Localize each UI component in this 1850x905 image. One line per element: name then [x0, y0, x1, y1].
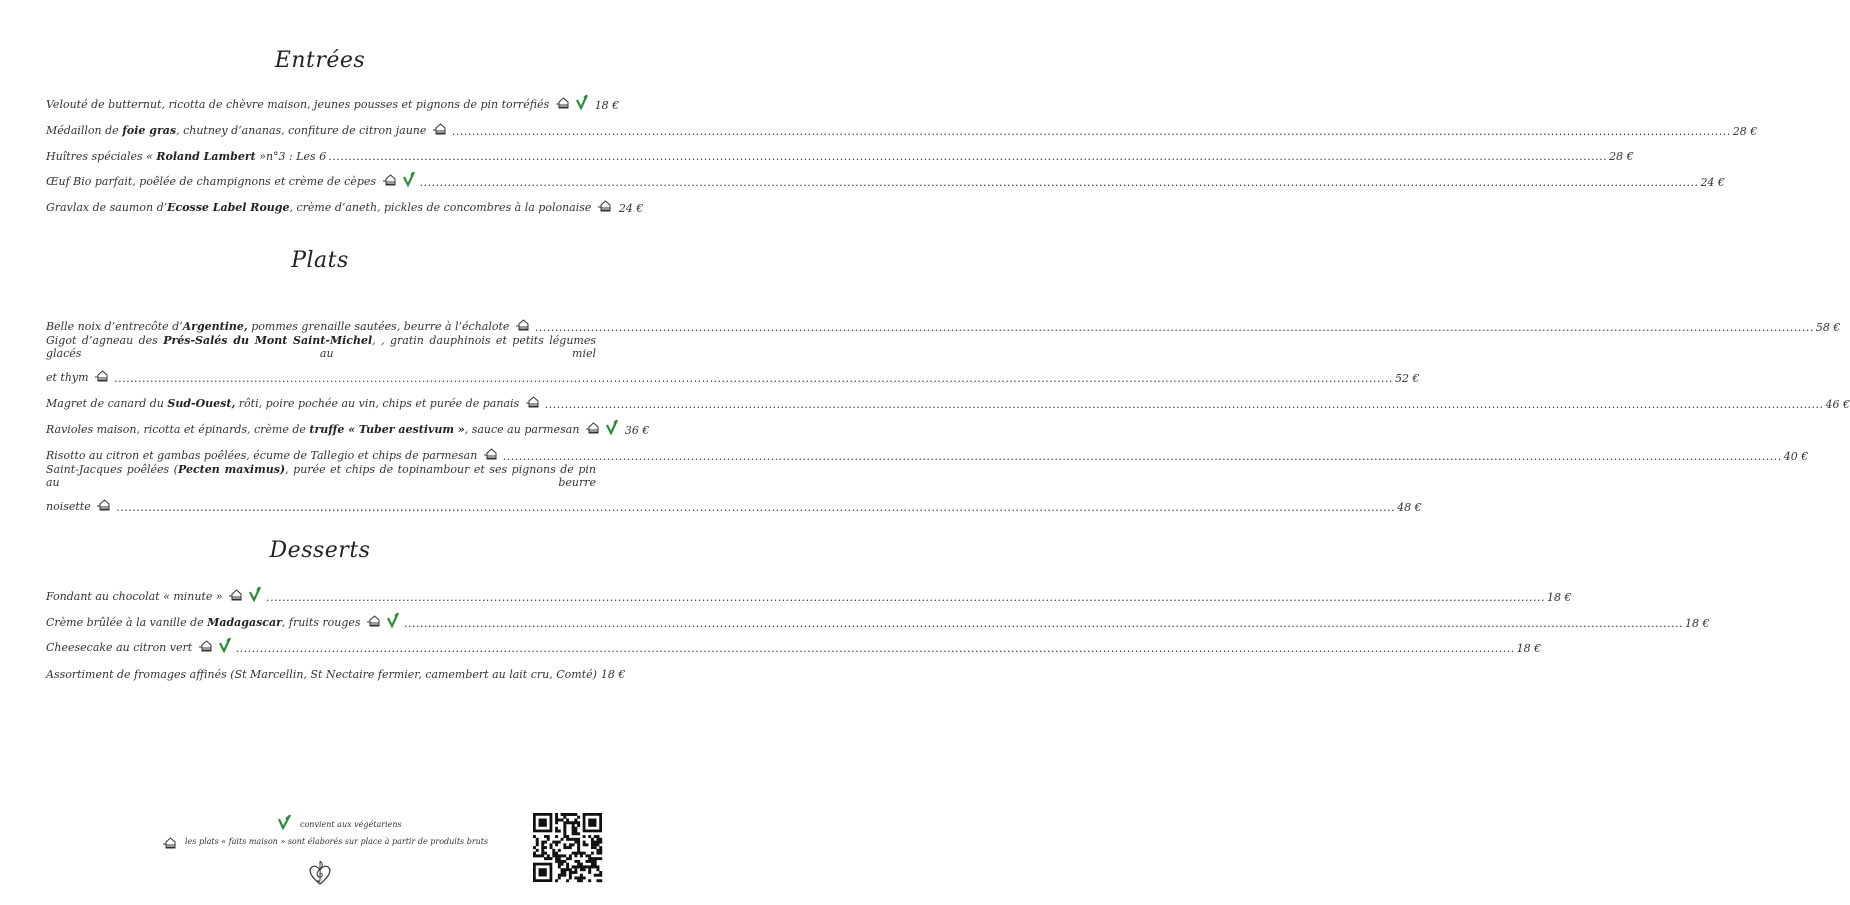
item-text: rôti, poire pochée au vin, chips et purée de panais: [235, 397, 523, 411]
leaf-icon: [402, 170, 416, 189]
item-text: Belle noix d’entrecôte d’: [46, 319, 183, 333]
house-icon: [515, 319, 531, 334]
dot-leader: [452, 125, 1731, 138]
house-icon: [162, 834, 178, 853]
desserts-list: [46, 578, 1710, 682]
dot-leader: [404, 617, 1683, 630]
house-icon: [483, 448, 499, 463]
item-text: Saint-Jacques poêlées (: [46, 462, 178, 476]
qr-code[interactable]: [533, 813, 602, 882]
menu-item: [46, 385, 1850, 412]
item-text: , purée et chips de topinambour et ses pignons de pin au beurre: [46, 462, 596, 489]
item-description: [46, 418, 621, 437]
item-text: Assortiment de fromages affinés (St Marcellin, St Nectaire fermier, camembert au lait cru, Comté): [46, 668, 597, 682]
house-icon: [432, 123, 448, 138]
item-text: , sauce au parmesan: [464, 422, 583, 436]
item-price: 18 €: [1547, 590, 1572, 604]
house-icon: [94, 370, 110, 385]
menu-item: [46, 333, 1420, 386]
item-description: [46, 585, 264, 604]
leaf-icon: [575, 93, 589, 112]
item-text: Ravioles maison, ricotta et épinards, crème de: [46, 422, 310, 436]
leaf-icon: [248, 585, 262, 604]
menu-item: [46, 462, 1422, 515]
section-title-desserts: Desserts: [269, 538, 371, 563]
item-text: , , gratin dauphinois et petits légumes glacés au miel: [46, 333, 597, 360]
menu-item: [46, 163, 1725, 190]
item-text: Huîtres spéciales «: [46, 150, 157, 164]
menu-item-line: [46, 437, 1809, 463]
item-text: »n°3 : Les 6: [255, 150, 327, 164]
item-price: 18 €: [1516, 642, 1542, 656]
section-title-plats: Plats: [291, 248, 349, 273]
legend-vegetarian: convient aux végétariens: [300, 820, 402, 829]
menu-item: [46, 578, 1572, 604]
item-description: [46, 200, 615, 215]
menu-item-line: [46, 655, 626, 682]
house-icon: [555, 97, 571, 112]
item-text: Gigot d’agneau des: [46, 333, 164, 347]
item-text: Gravlax de saumon d’: [46, 200, 168, 214]
item-text: noisette: [46, 499, 114, 514]
item-highlight: Argentine,: [182, 319, 248, 333]
item-price: 18 €: [594, 98, 620, 112]
dot-leader: [328, 150, 1607, 163]
item-text: Crème brûlée à la vanille de: [46, 615, 208, 629]
item-price: 52 €: [1394, 372, 1420, 386]
dot-leader: [116, 501, 1395, 514]
house-icon: [525, 396, 541, 411]
item-highlight: Roland Lambert: [156, 150, 256, 164]
menu-item-line: [46, 334, 596, 360]
menu-item-line: [46, 489, 1422, 515]
menu-item: [46, 112, 1758, 138]
treble-clef-heart-icon: [306, 858, 334, 890]
item-price: 24 €: [1700, 176, 1725, 190]
item-price: 40 €: [1783, 449, 1809, 463]
house-icon: [597, 200, 613, 215]
menu-item-line: [46, 138, 1634, 164]
item-highlight: Ecosse Label Rouge: [167, 200, 290, 214]
item-description: [46, 636, 234, 655]
legend-homemade: les plats « faits maison » sont élaborés sur place à partir de produits bruts: [185, 837, 489, 846]
item-price: 28 €: [1609, 150, 1634, 164]
menu-item-line: [46, 630, 1542, 656]
item-price: 46 €: [1825, 398, 1850, 412]
item-highlight: Pecten maximus): [177, 462, 286, 476]
item-price: 58 €: [1815, 320, 1841, 334]
item-text: Médaillon de: [46, 123, 123, 137]
menu-item-line: [46, 86, 620, 112]
house-icon: [96, 499, 112, 514]
menu-item: [46, 437, 1809, 463]
item-price: 36 €: [624, 423, 650, 437]
menu-item: [46, 138, 1634, 164]
item-description: [46, 611, 402, 630]
item-text: , chutney d’ananas, confiture de citron jaune: [176, 123, 430, 137]
item-text: , crème d’aneth, pickles de concombres à la polonaise: [289, 200, 595, 214]
dot-leader: [236, 642, 1515, 655]
item-text: et thym: [46, 370, 112, 385]
item-price: 18 €: [1684, 616, 1710, 630]
dot-leader: [535, 321, 1814, 334]
item-description: [46, 170, 418, 189]
entrees-list: [46, 86, 1758, 215]
menu-item: [46, 655, 626, 682]
house-icon: [382, 174, 398, 189]
item-price: 48 €: [1397, 501, 1422, 515]
menu-item-line: [46, 463, 596, 489]
menu-item-line: [46, 604, 1710, 630]
section-title-entrees: Entrées: [274, 48, 366, 73]
item-price: 24 €: [618, 201, 644, 215]
menu-item: [46, 189, 644, 215]
item-description: [46, 150, 326, 163]
leaf-icon: [605, 418, 619, 437]
menu-item-line: [46, 385, 1850, 412]
menu-item-line: [46, 578, 1572, 604]
menu-item-line: [46, 411, 650, 437]
house-icon: [366, 615, 382, 630]
menu-item: [46, 630, 1542, 656]
leaf-icon: [276, 813, 292, 833]
dot-leader: [545, 398, 1824, 411]
leaf-icon: [218, 636, 232, 655]
item-highlight: Madagascar: [207, 615, 282, 629]
item-description: [46, 319, 533, 334]
item-text: , fruits rouges: [281, 615, 365, 629]
item-description: [46, 448, 501, 463]
menu-item-line: [46, 163, 1725, 190]
item-highlight: foie gras: [122, 123, 177, 137]
plats-list: [46, 308, 1850, 515]
house-icon: [585, 422, 601, 437]
dot-leader: [503, 450, 1782, 463]
item-text: Œuf Bio parfait, poêlée de champignons et crème de cèpes: [46, 175, 380, 189]
item-price: 28 €: [1732, 124, 1758, 138]
menu-item: [46, 411, 650, 437]
menu-item: [46, 86, 620, 112]
house-icon: [198, 640, 214, 655]
item-text: pommes grenaille sautées, beurre à l’échalote: [247, 319, 513, 333]
menu-item-line: [46, 112, 1758, 138]
menu-item-line: [46, 360, 1420, 386]
item-description: [46, 668, 597, 681]
menu-item: [46, 308, 1841, 334]
menu-item: [46, 604, 1710, 630]
item-description: [46, 93, 591, 112]
item-description: [46, 396, 543, 411]
house-icon: [228, 589, 244, 604]
menu-item-line: [46, 189, 644, 215]
item-highlight: Prés-Salés du Mont Saint-Michel: [163, 333, 373, 347]
item-description: [46, 123, 450, 138]
item-text: Magret de canard du: [46, 397, 168, 411]
item-highlight: Sud-Ouest,: [167, 397, 236, 411]
dot-leader: [420, 176, 1699, 189]
item-text: Fondant au chocolat « minute »: [46, 589, 227, 603]
item-text: Risotto au citron et gambas poêlées, écume de Tallegio et chips de parmesan: [46, 448, 481, 462]
item-text: Cheesecake au citron vert: [46, 641, 196, 655]
item-text: Velouté de butternut, ricotta de chèvre maison, jeunes pousses et pignons de pin torréfiés: [46, 97, 553, 111]
dot-leader: [114, 372, 1393, 385]
menu-item-line: [46, 308, 1841, 334]
leaf-icon: [386, 611, 400, 630]
dot-leader: [266, 591, 1545, 604]
item-price: 18 €: [600, 668, 626, 682]
item-highlight: truffe « Tuber aestivum »: [309, 422, 465, 436]
